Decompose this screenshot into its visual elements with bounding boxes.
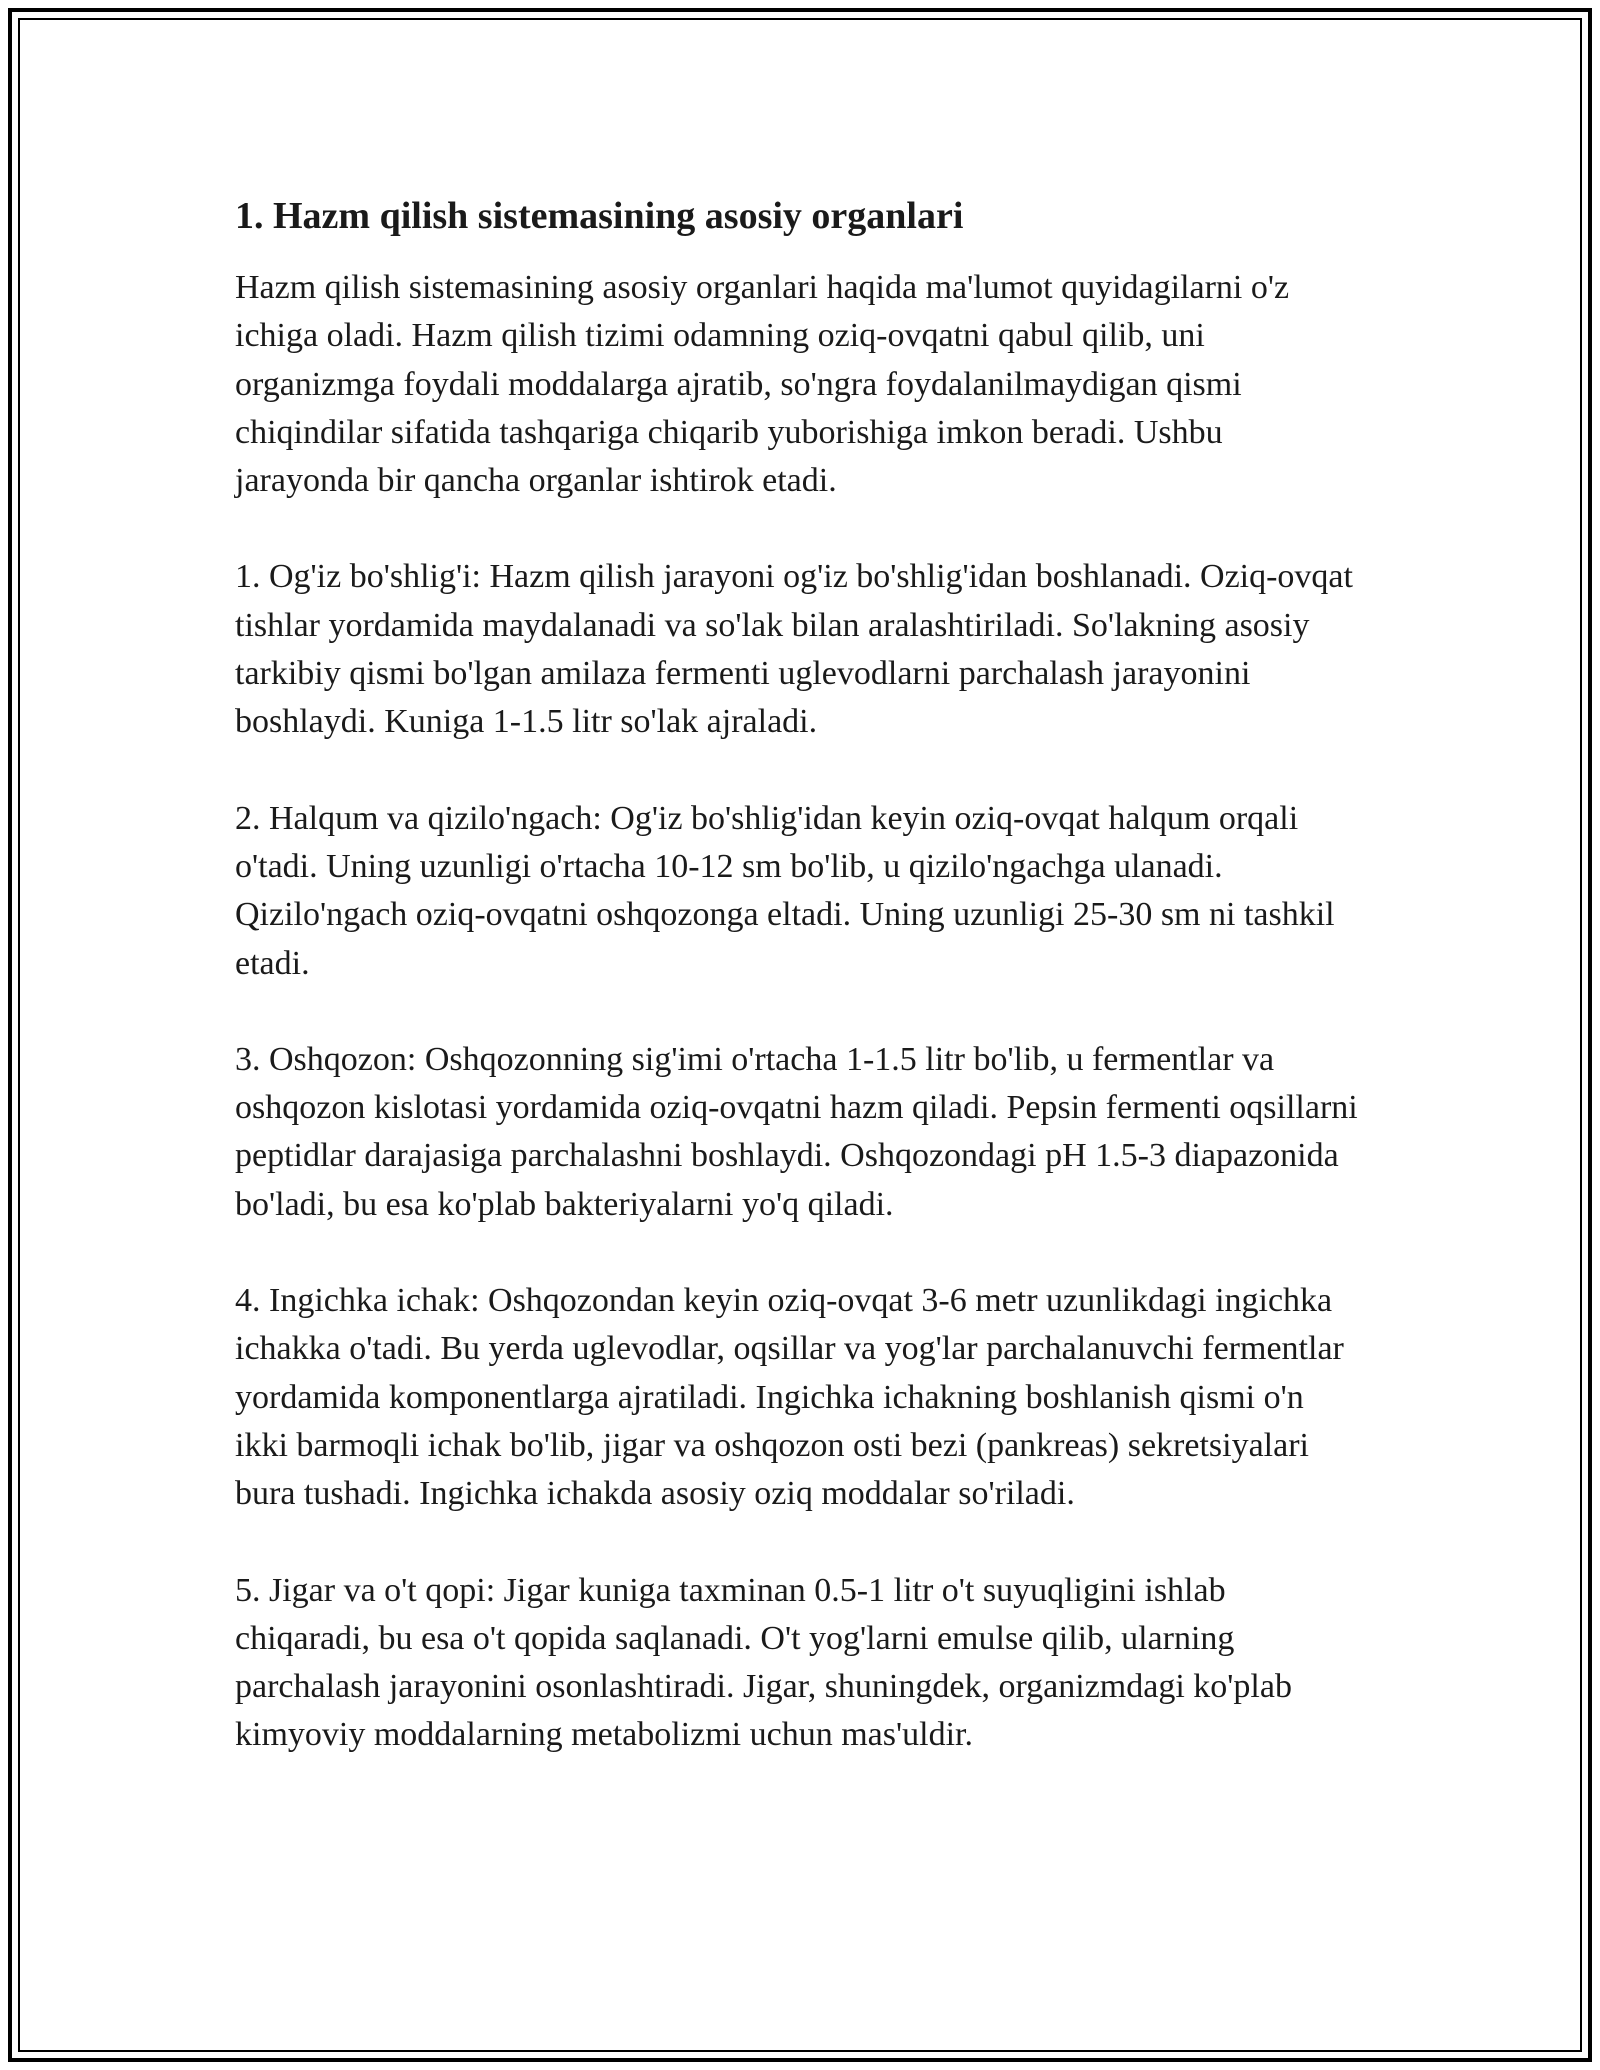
- paragraph-mouth: 1. Og'iz bo'shlig'i: Hazm qilish jarayoni og'iz bo'shlig'idan boshlanadi. Oziq-ovqat tishlar yordamida maydalanadi va so'lak bilan aralashtiriladi. So'lakning asosiy tarkibiy qismi bo'lgan amilaza fermenti uglevodlarni parchalash jarayonini boshlaydi. Kuniga 1-1.5 litr so'lak ajraladi.: [235, 558, 1353, 741]
- paragraph-pharynx-esophagus: 2. Halqum va qizilo'ngach: Og'iz bo'shlig'idan keyin oziq-ovqat halqum orqali o'tadi. Uning uzunligi o'rtacha 10-12 sm bo'lib, u qizilo'ngachga ulanadi. Qizilo'ngach oziq-ovqatni oshqozonga eltadi. Uning uzunligi 25-30 sm ni tashkil etadi.: [235, 799, 1335, 982]
- paragraph-small-intestine: 4. Ingichka ichak: Oshqozondan keyin oziq-ovqat 3-6 metr uzunlikdagi ingichka ichakka o'tadi. Bu yerda uglevodlar, oqsillar va yog'lar parchalanuvchi fermentlar yordamida komponentlarga ajratiladi. Ingichka ichakning boshlanish qismi o'n ikki barmoqli ichak bo'lib, jigar va oshqozon osti bezi (pankreas) sekretsiyalari bura tushadi. Ingichka ichakda asosiy oziq moddalar so'riladi.: [235, 1282, 1344, 1513]
- paragraph-stomach: 3. Oshqozon: Oshqozonning sig'imi o'rtacha 1-1.5 litr bo'lib, u fermentlar va oshqozon kislotasi yordamida oziq-ovqatni hazm qiladi. Pepsin fermenti oqsillarni peptidlar darajasiga parchalashni boshlaydi. Oshqozondagi pH 1.5-3 diapazonida bo'ladi, bu esa ko'plab bakteriyalarni yo'q qiladi.: [235, 1040, 1358, 1223]
- document-body: [235, 188, 1365, 1808]
- paragraph-liver-gallbladder: 5. Jigar va o't qopi: Jigar kuniga taxminan 0.5-1 litr o't suyuqligini ishlab chiqaradi, bu esa o't qopida saqlanadi. O't yog'larni emulse qilib, ularning parchalash jarayonini osonlashtiradi. Jigar, shuningdek, organizmdagi ko'plab kimyoviy moddalarning metabolizmi uchun mas'uldir.: [235, 1571, 1292, 1754]
- paragraph-intro: Hazm qilish sistemasining asosiy organlari haqida ma'lumot quyidagilarni o'z ichiga oladi. Hazm qilish tizimi odamning oziq-ovqatni qabul qilib, uni organizmga foydali moddalarga ajratib, so'ngra foydalanilmaydigan qismi chiqindilar sifatida tashqariga chiqarib yuborishiga imkon beradi. Ushbu jarayonda bir qancha organlar ishtirok etadi.: [235, 269, 1290, 500]
- document-title: 1. Hazm qilish sistemasining asosiy organlari: [235, 195, 964, 237]
